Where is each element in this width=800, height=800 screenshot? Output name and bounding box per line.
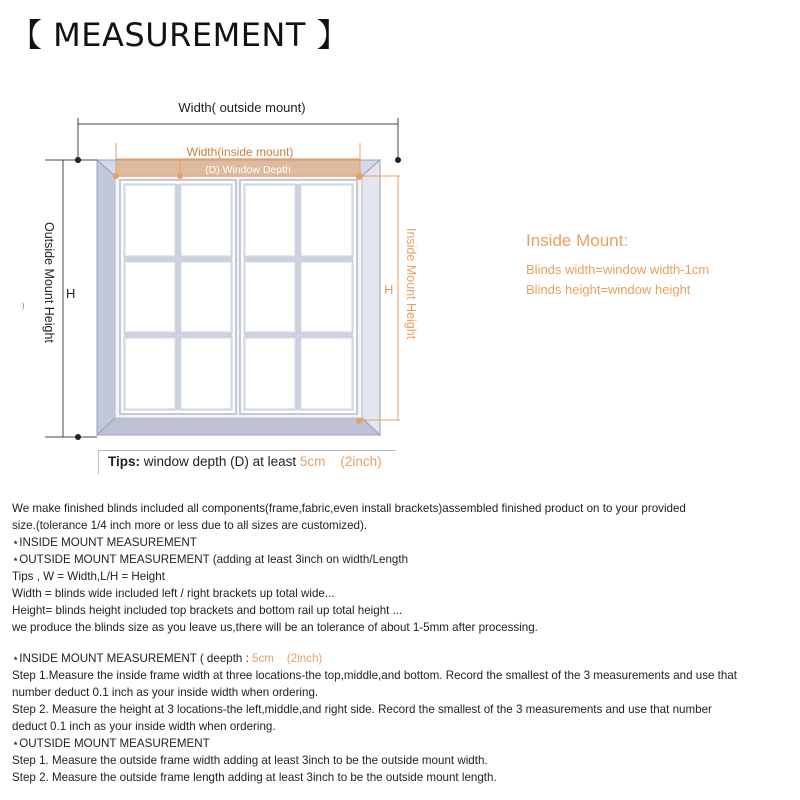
h-left-label: H [66,286,76,301]
paragraph-line: Height= blinds height included top brackets and bottom rail up total height ... [12,604,403,617]
inside-measurement-heading: ⋆INSIDE MOUNT MEASUREMENT ( deepth : [12,652,253,665]
dimension-dot [395,157,401,163]
inside-mount-title: Inside Mount: [526,231,629,250]
paragraph-line: size.(tolerance 1/4 inch more or less due to all sizes are customized). [12,519,368,532]
width-inside-label: Width(inside mount) [186,145,294,159]
paragraph-line: Tips , W = Width,L/H = Height [12,570,165,583]
paragraph-line: Step 1.Measure the inside frame width at three locations-the top,middle,and bottom. Record the smallest of the 3 measurements and use that [12,669,738,682]
paragraph-line: Width = blinds wide included left / right brackets up total wide... [12,587,335,600]
inside-mount-width-rule: Blinds width=window width-1cm [526,262,710,277]
window [97,160,380,435]
tips-value: 5cm [299,454,326,469]
inside-width-dimension [113,143,363,179]
paragraph-line: ⋆OUTSIDE MOUNT MEASUREMENT (adding at least 3inch on width/Length [12,553,409,566]
inside-mount-height-rule: Blinds height=window height [526,282,691,297]
depth-value: 5cm [252,652,274,665]
paragraph-line: Step 2. Measure the outside frame length adding at least 3inch to be the outside mount length. [12,771,497,784]
stray-mark: ) [22,303,25,310]
tips-text: window depth (D) at least [140,454,300,469]
paragraph-line: number deduct 0.1 inch as your inside width when ordering. [12,686,319,699]
inside-height-label: Inside Mount Height [404,228,418,340]
width-outside-label: Width( outside mount) [178,100,306,115]
paragraph-line: deduct 0.1 inch as your inside width when ordering. [12,720,276,733]
dimension-dot [356,418,362,424]
instructions [12,500,797,786]
paragraph-line: ⋆INSIDE MOUNT MEASUREMENT [12,536,197,549]
outside-height-label: Outside Mount Height [42,222,56,343]
h-right-label: H [384,282,394,297]
dimension-dot [113,173,119,179]
paragraph-line: We make finished blinds included all components(frame,fabric,even install brackets)assembled finished product on to your provided [12,502,686,515]
window-depth-label: (D) Window Depth [205,164,291,176]
tips-label: Tips: [108,454,141,469]
paragraph-line [12,650,797,667]
paragraph-line: we produce the blinds size as you leave us,there will be an tolerance of about 1-5mm after processing. [12,621,538,634]
paragraph-line: Step 2. Measure the height at 3 locations-the left,middle,and right side. Record the smallest of the 3 measurements and use that number [12,703,712,716]
tips-inch: (2inch) [340,454,382,469]
tips-line [108,454,382,469]
dimension-dot [75,434,81,440]
depth-inch: (2inch) [286,652,323,665]
paragraph-line: Step 1. Measure the outside frame width adding at least 3inch to be the outside mount width. [12,754,488,767]
paragraph-line: ⋆OUTSIDE MOUNT MEASUREMENT [12,737,210,750]
dimension-dot [177,173,183,179]
page-title: 【 MEASUREMENT 】 [10,16,350,54]
outside-height-dimension [22,157,97,440]
